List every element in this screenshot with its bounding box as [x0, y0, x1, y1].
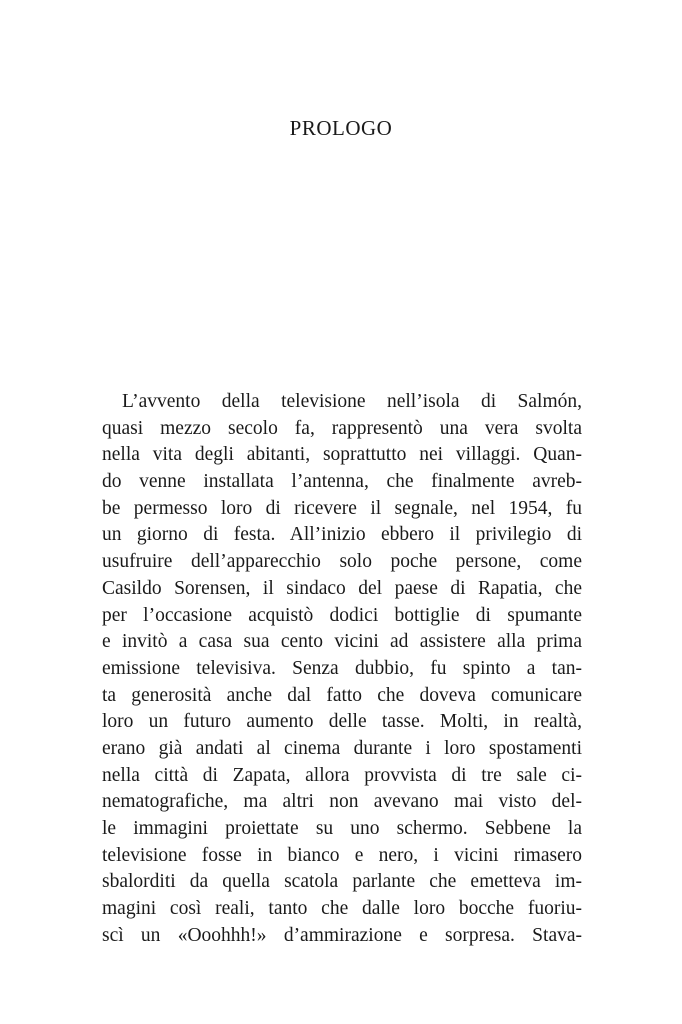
text-line: sbalorditi da quella scatola parlante che emetteva im- [102, 871, 582, 893]
text-line: televisione fosse in bianco e nero, i vicini rimasero [102, 844, 582, 866]
text-line: le immagini proiettate su uno schermo. Sebbene la [102, 818, 582, 839]
text-line: ta generosità anche dal fatto che doveva comunicare [102, 684, 582, 706]
text-line: nella città di Zapata, allora provvista di tre sale ci- [102, 764, 582, 786]
text-line: loro un futuro aumento delle tasse. Molti, in realtà, [102, 711, 582, 733]
text-line: nematografiche, ma altri non avevano mai visto del- [102, 791, 582, 813]
chapter-title: PROLOGO [289, 116, 393, 140]
text-line: do venne installata l’antenna, che finalmente avreb- [102, 471, 582, 493]
text-line: magini così reali, tanto che dalle loro bocche fuoriu- [102, 898, 582, 920]
text-line: un giorno di festa. All’inizio ebbero il privilegio di [102, 524, 582, 546]
text-line: scì un «Ooohhh!» d’ammirazione e sorpresa. Stava- [102, 924, 582, 946]
text-line: e invitò a casa sua cento vicini ad assistere alla prima [102, 631, 582, 653]
text-line: Casildo Sorensen, il sindaco del paese di Rapatia, che [102, 577, 582, 599]
text-line: per l’occasione acquistò dodici bottiglie di spumante [102, 604, 582, 626]
text-line: usufruire dell’apparecchio solo poche persone, come [102, 551, 582, 573]
text-line: L’avvento della televisione nell’isola di Salmón, [122, 391, 582, 412]
text-line: erano già andati al cinema durante i loro spostamenti [102, 737, 582, 759]
text-line: be permesso loro di ricevere il segnale, nel 1954, fu [102, 497, 582, 519]
text-line: quasi mezzo secolo fa, rappresentò una vera svolta [102, 417, 582, 439]
text-line: nella vita degli abitanti, soprattutto nei villaggi. Quan- [102, 444, 582, 466]
prologue-text [102, 389, 582, 949]
text-line: emissione televisiva. Senza dubbio, fu spinto a tan- [102, 657, 582, 679]
